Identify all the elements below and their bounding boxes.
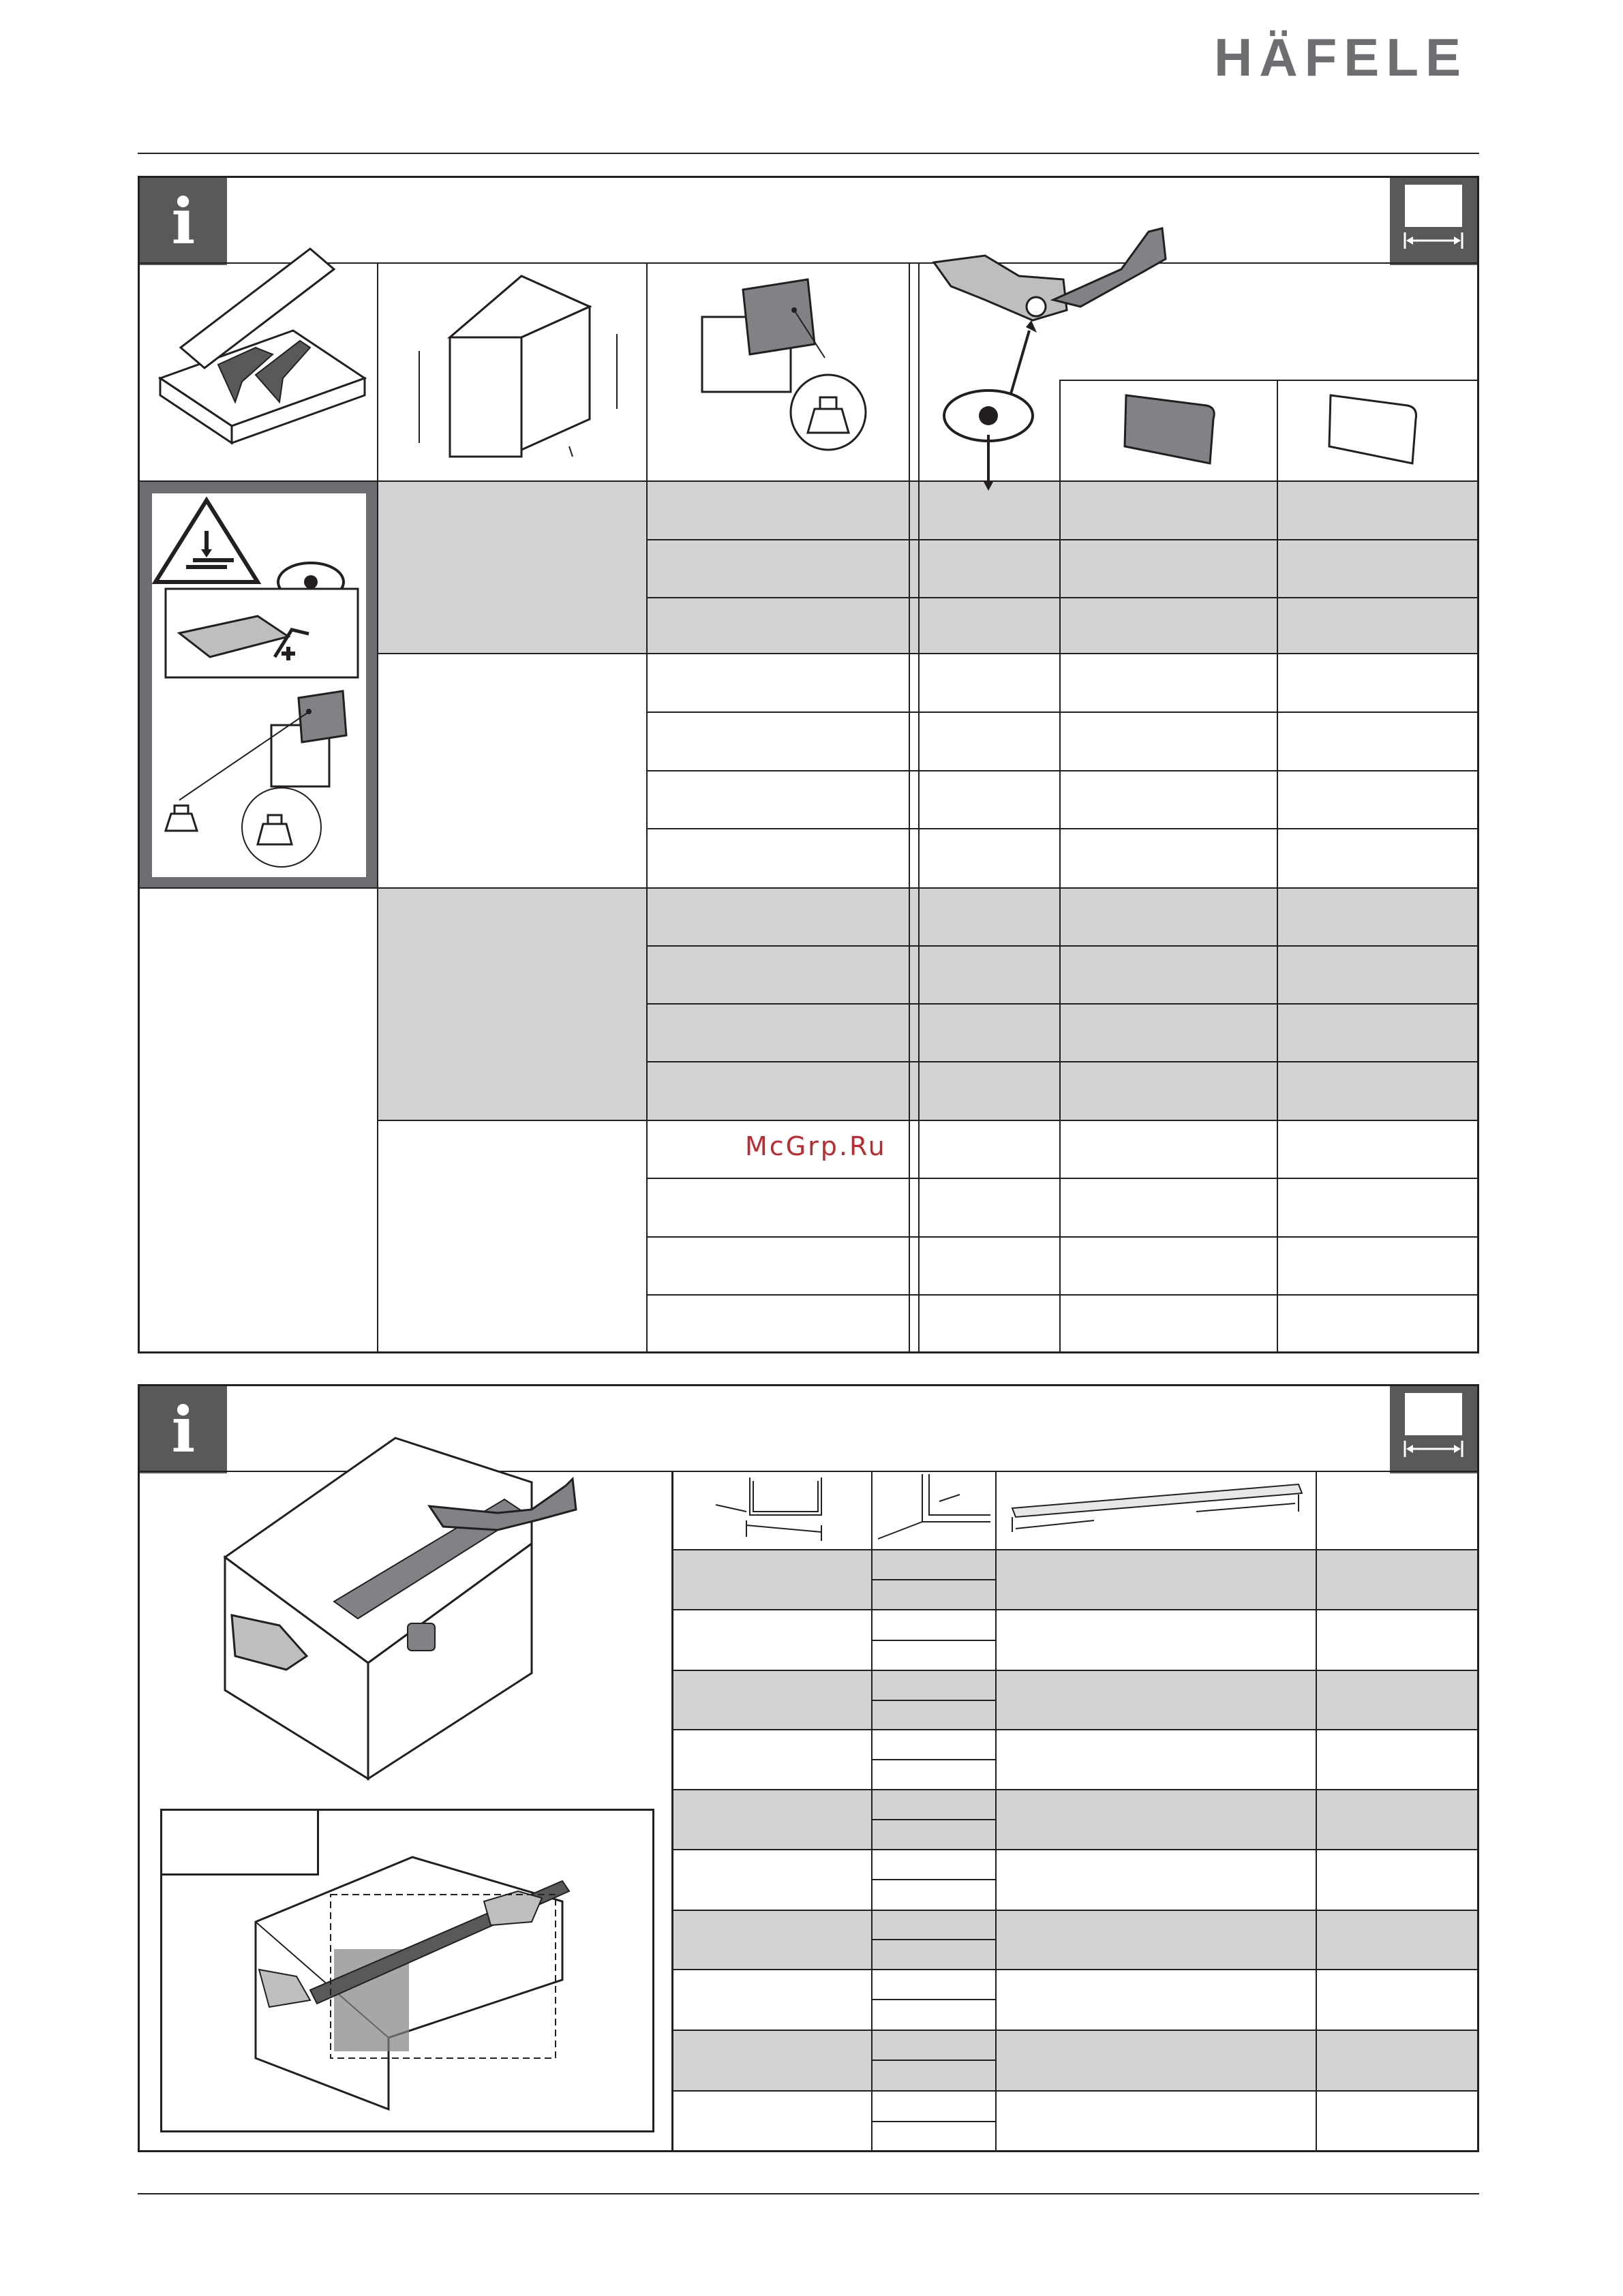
row-line xyxy=(378,653,1479,654)
table-col-line xyxy=(995,1471,997,2152)
table-subrow-line xyxy=(871,2121,995,2122)
cabinet-width-icon xyxy=(1390,178,1477,265)
table-subrow-line xyxy=(871,2060,995,2061)
row-line xyxy=(646,945,1479,947)
row-line xyxy=(646,1294,1479,1296)
table-row-line xyxy=(671,1789,1479,1790)
flap-weight-illustration xyxy=(692,276,876,453)
col-line-5 xyxy=(1277,380,1278,1353)
row-line xyxy=(646,770,1479,771)
table-row xyxy=(673,1670,1477,1729)
table-row xyxy=(673,1910,1477,1969)
row-group-a xyxy=(378,482,1477,653)
row-line xyxy=(646,711,1479,713)
info-icon: i xyxy=(140,178,227,265)
info-icon-2: i xyxy=(140,1386,227,1473)
cabinet-depth-header-icon xyxy=(875,1474,994,1546)
table-row-line xyxy=(671,1969,1479,1970)
wide-cabinet-illustration xyxy=(249,1854,590,2113)
table-row xyxy=(673,2030,1477,2090)
table-subrow-line xyxy=(871,1700,995,1701)
table-subrow-line xyxy=(871,1999,995,2000)
table-subrow-line xyxy=(871,1640,995,1641)
table-subrow-line xyxy=(871,1939,995,1940)
table-row-line xyxy=(671,2030,1479,2031)
solid-flap-icon xyxy=(1118,388,1220,470)
cabinet-dimensions-illustration xyxy=(406,273,631,463)
row-line xyxy=(646,1061,1479,1062)
row-line xyxy=(646,597,1479,598)
cabinet-with-hinges-illustration xyxy=(211,1431,675,1786)
table-col-line xyxy=(1316,1471,1317,2152)
col-line-1 xyxy=(377,262,378,1353)
col-line-2 xyxy=(646,262,648,1353)
table-col-line xyxy=(871,1471,873,2152)
table-subrow-line xyxy=(871,1759,995,1760)
cabinet-width-header-icon xyxy=(709,1474,845,1546)
table-row-line xyxy=(671,2090,1479,2092)
row-line xyxy=(646,1003,1479,1005)
table-row xyxy=(673,1789,1477,1849)
table-row-line xyxy=(671,1910,1479,1911)
table-subrow-line xyxy=(871,1879,995,1880)
cabinet-width-icon-2 xyxy=(1390,1386,1477,1473)
frame-flap-icon xyxy=(1322,388,1425,470)
row-line xyxy=(378,1120,1479,1121)
row-line xyxy=(138,887,1479,889)
watermark: McGrp.Ru xyxy=(745,1131,887,1161)
row-line xyxy=(646,539,1479,540)
table-subrow-line xyxy=(871,1579,995,1580)
row-line xyxy=(646,828,1479,829)
warning-panel-inner xyxy=(152,493,366,877)
table-row-line xyxy=(671,1609,1479,1610)
connecting-rod-header-icon xyxy=(999,1474,1312,1546)
table-row-line xyxy=(671,1670,1479,1671)
row-line xyxy=(646,1178,1479,1179)
table-subrow-line xyxy=(871,1819,995,1820)
col-line-3b xyxy=(918,262,920,1353)
table-row-line xyxy=(671,1549,1479,1550)
brand-logo: HÄFELE xyxy=(1214,27,1468,87)
table-row xyxy=(673,1549,1477,1609)
row-line xyxy=(646,1236,1479,1238)
bottom-rule xyxy=(138,2193,1479,2194)
hinge-set-in-box-illustration xyxy=(153,245,371,450)
col-line-3a xyxy=(909,262,910,1353)
table-row-line xyxy=(671,1729,1479,1730)
row-line xyxy=(138,480,1479,482)
table-row-line xyxy=(671,1849,1479,1850)
col-line-4 xyxy=(1059,380,1061,1353)
top-rule xyxy=(138,153,1479,154)
